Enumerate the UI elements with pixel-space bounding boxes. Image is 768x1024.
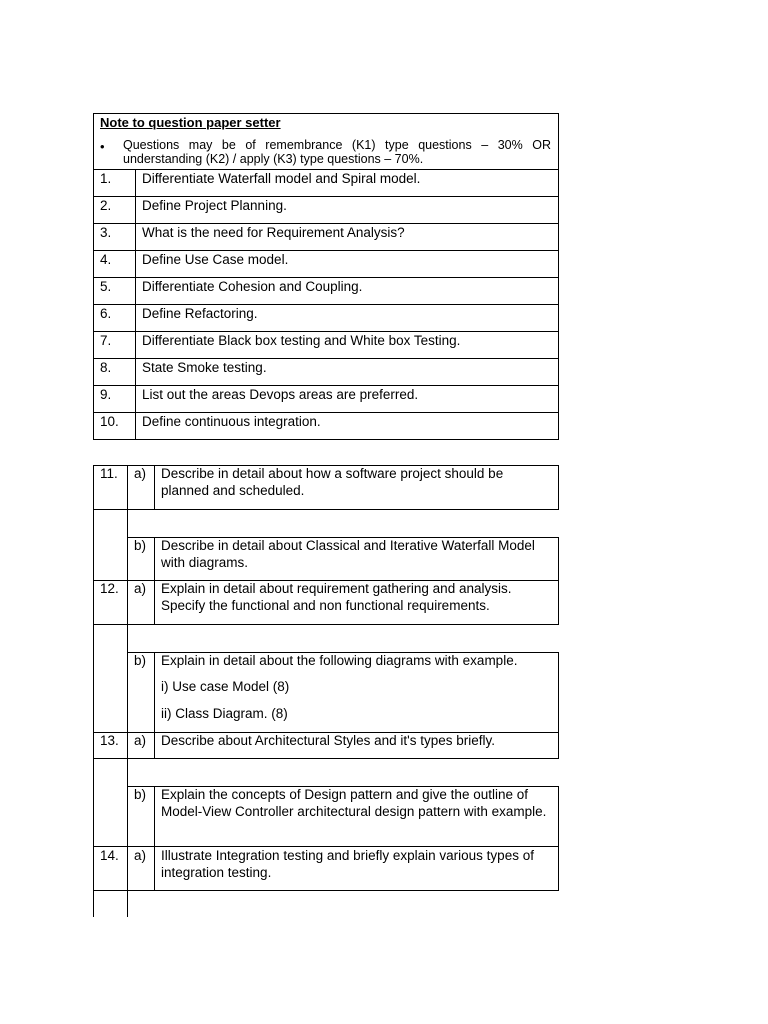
table-row	[94, 413, 559, 440]
q12-number: 12.	[100, 581, 119, 596]
q12-a-text: Explain in detail about requirement gathering and analysis. Specify the functional and non functional requirements.	[161, 581, 512, 613]
question-text: Differentiate Cohesion and Coupling.	[136, 278, 559, 305]
question-number: 3.	[94, 224, 136, 251]
table-row	[94, 170, 559, 197]
table-row	[94, 197, 559, 224]
q13-b-label: b)	[134, 787, 147, 802]
question-text: Define Use Case model.	[136, 251, 559, 278]
q11-b-label: b)	[134, 538, 147, 553]
table-row	[94, 305, 559, 332]
note-title: Note to question paper setter	[100, 115, 281, 130]
question-number: 8.	[94, 359, 136, 386]
table-row	[94, 224, 559, 251]
table-row	[94, 332, 559, 359]
q12-b-text: Explain in detail about the following diagrams with example.	[161, 653, 518, 668]
question-number: 1.	[94, 170, 136, 197]
q14-a-label: a)	[134, 848, 147, 863]
question-text: Define Project Planning.	[136, 197, 559, 224]
question-number: 4.	[94, 251, 136, 278]
table-row	[94, 359, 559, 386]
question-text: Differentiate Waterfall model and Spiral model.	[136, 170, 559, 197]
question-text: What is the need for Requirement Analysis?	[136, 224, 559, 251]
question-number: 6.	[94, 305, 136, 332]
q11-a-text: Describe in detail about how a software project should be planned and scheduled.	[161, 466, 504, 498]
q13-b-text: Explain the concepts of Design pattern and give the outline of Model-View Controller architectural design pattern with example.	[161, 787, 547, 819]
q12-a-label: a)	[134, 581, 147, 596]
question-number: 10.	[94, 413, 136, 440]
table-row	[94, 278, 559, 305]
question-number: 7.	[94, 332, 136, 359]
table-row	[94, 386, 559, 413]
table-row	[94, 251, 559, 278]
question-number: 5.	[94, 278, 136, 305]
question-text: Differentiate Black box testing and White box Testing.	[136, 332, 559, 359]
question-text: Define Refactoring.	[136, 305, 559, 332]
q12-b-sub1: i) Use case Model (8)	[161, 679, 290, 694]
question-text: List out the areas Devops areas are preferred.	[136, 386, 559, 413]
q11-number: 11.	[100, 466, 118, 481]
note-text: Questions may be of remembrance (K1) type questions – 30% OR understanding (K2) / apply (K3) type questions – 70%.	[123, 138, 551, 166]
q14-number: 14.	[100, 848, 119, 863]
question-text: State Smoke testing.	[136, 359, 559, 386]
q13-a-text: Describe about Architectural Styles and it's types briefly.	[161, 733, 495, 748]
question-number: 2.	[94, 197, 136, 224]
q12-b-label: b)	[134, 653, 147, 668]
q11-a-label: a)	[134, 466, 147, 481]
question-number: 9.	[94, 386, 136, 413]
bullet-icon: •	[100, 139, 105, 154]
q12-b-sub2: ii) Class Diagram. (8)	[161, 706, 288, 721]
q13-a-label: a)	[134, 733, 147, 748]
q13-number: 13.	[100, 733, 119, 748]
question-text: Define continuous integration.	[136, 413, 559, 440]
q14-a-text: Illustrate Integration testing and briefly explain various types of integration testing.	[161, 848, 534, 880]
note-box	[93, 113, 559, 170]
part-a-table	[93, 169, 559, 440]
q11-b-text: Describe in detail about Classical and Iterative Waterfall Model with diagrams.	[161, 538, 535, 570]
